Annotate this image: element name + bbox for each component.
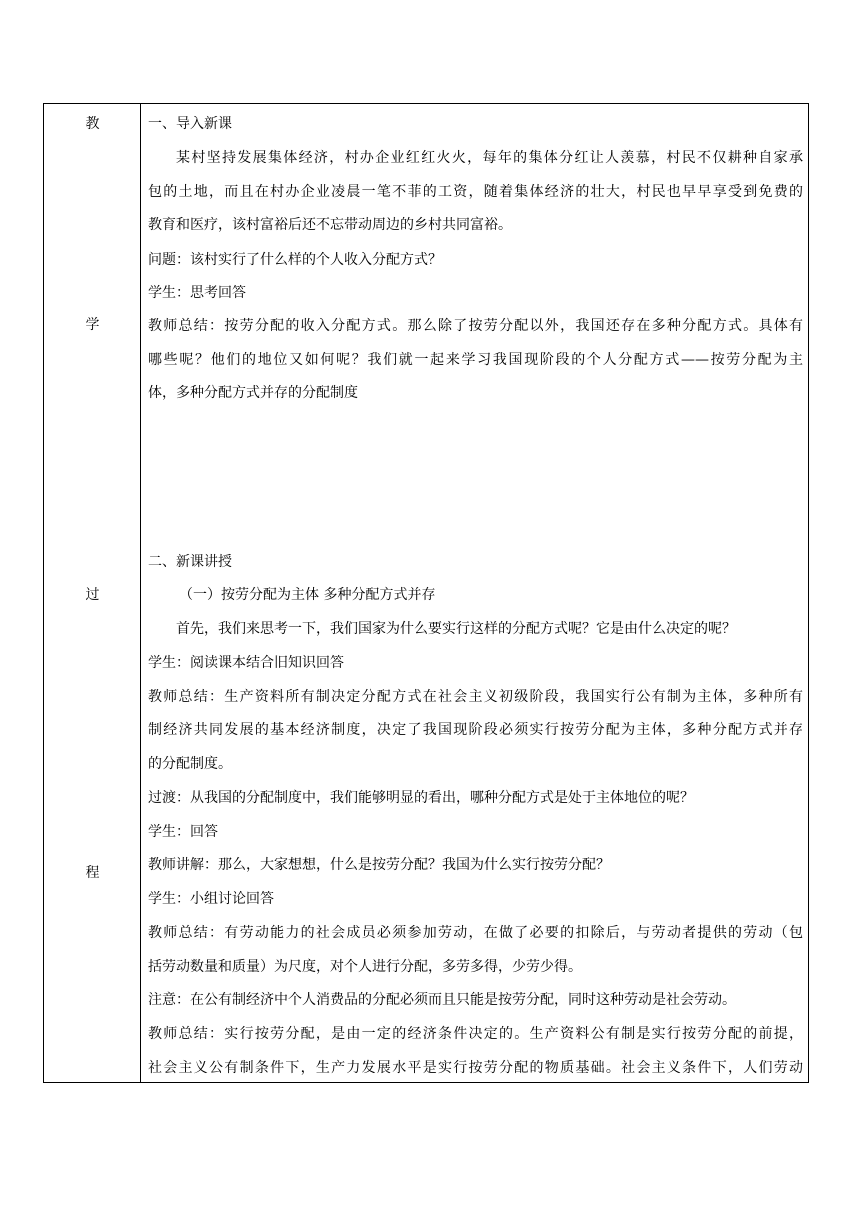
teacher-summary-line: 制经济共同发展的基本经济制度，决定了我国现阶段必须实行按劳分配为主体，多种分配方式并存	[148, 722, 803, 738]
case-paragraph-line: 某村坚持发展集体经济，村办企业红红火火，每年的集体分红让人羡慕，村民不仅耕种自家承	[176, 150, 803, 166]
intro-question-line: 首先，我们来思考一下，我们国家为什么要实行这样的分配方式呢？它是由什么决定的呢？	[176, 621, 736, 637]
student-line: 学生：小组讨论回答	[148, 891, 274, 907]
section-heading-new-lesson: 二、新课讲授	[148, 554, 232, 570]
teacher-summary-line: 教师总结：有劳动能力的社会成员必须参加劳动，在做了必要的扣除后，与劳动者提供的劳动（包	[148, 925, 803, 941]
teacher-summary-line: 括劳动数量和质量）为尺度，对个人进行分配，多劳多得，少劳少得。	[148, 959, 582, 975]
question-line: 问题：该村实行了什么样的个人收入分配方式？	[148, 252, 442, 268]
stage-label-guo: 过	[85, 587, 100, 603]
lesson-content	[148, 104, 803, 1082]
teacher-summary-line: 的分配制度。	[148, 756, 232, 772]
teacher-summary-line: 哪些呢？他们的地位又如何呢？我们就一起来学习我国现阶段的个人分配方式——按劳分配为主	[148, 352, 803, 368]
subsection-heading: （一）按劳分配为主体 多种分配方式并存	[179, 587, 436, 603]
teacher-explanation-line: 教师讲解：那么，大家想想，什么是按劳分配？我国为什么实行按劳分配？	[148, 857, 610, 873]
teacher-summary-line: 教师总结：实行按劳分配，是由一定的经济条件决定的。生产资料公有制是实行按劳分配的前提，	[148, 1026, 803, 1042]
teacher-summary-line: 教师总结：生产资料所有制决定分配方式在社会主义初级阶段，我国实行公有制为主体，多种所有	[148, 689, 803, 705]
teacher-summary-line: 体，多种分配方式并存的分配制度	[148, 385, 358, 401]
case-paragraph-line: 教育和医疗，该村富裕后还不忘带动周边的乡村共同富裕。	[148, 217, 512, 233]
lesson-table	[43, 103, 809, 1083]
student-line: 学生：思考回答	[148, 285, 246, 301]
case-paragraph-line: 包的土地，而且在村办企业凌晨一笔不菲的工资，随着集体经济的壮大，村民也早早享受到免费的	[148, 184, 803, 200]
stage-label-column	[44, 104, 141, 1082]
section-heading-intro: 一、导入新课	[148, 116, 232, 132]
teacher-summary-line: 社会主义公有制条件下，生产力发展水平是实行按劳分配的物质基础。社会主义条件下，人们劳动	[148, 1060, 803, 1076]
student-line: 学生：回答	[148, 824, 218, 840]
student-line: 学生：阅读课本结合旧知识回答	[148, 655, 344, 671]
transition-line: 过渡：从我国的分配制度中，我们能够明显的看出，哪种分配方式是处于主体地位的呢？	[148, 790, 694, 806]
teacher-summary-line: 教师总结：按劳分配的收入分配方式。那么除了按劳分配以外，我国还存在多种分配方式。具体有	[148, 318, 803, 334]
stage-label-xue: 学	[85, 317, 100, 333]
note-line: 注意：在公有制经济中个人消费品的分配必须而且只能是按劳分配，同时这种劳动是社会劳动。	[148, 992, 736, 1008]
stage-label-cheng: 程	[85, 865, 100, 881]
stage-label-jiao: 教	[85, 116, 100, 132]
